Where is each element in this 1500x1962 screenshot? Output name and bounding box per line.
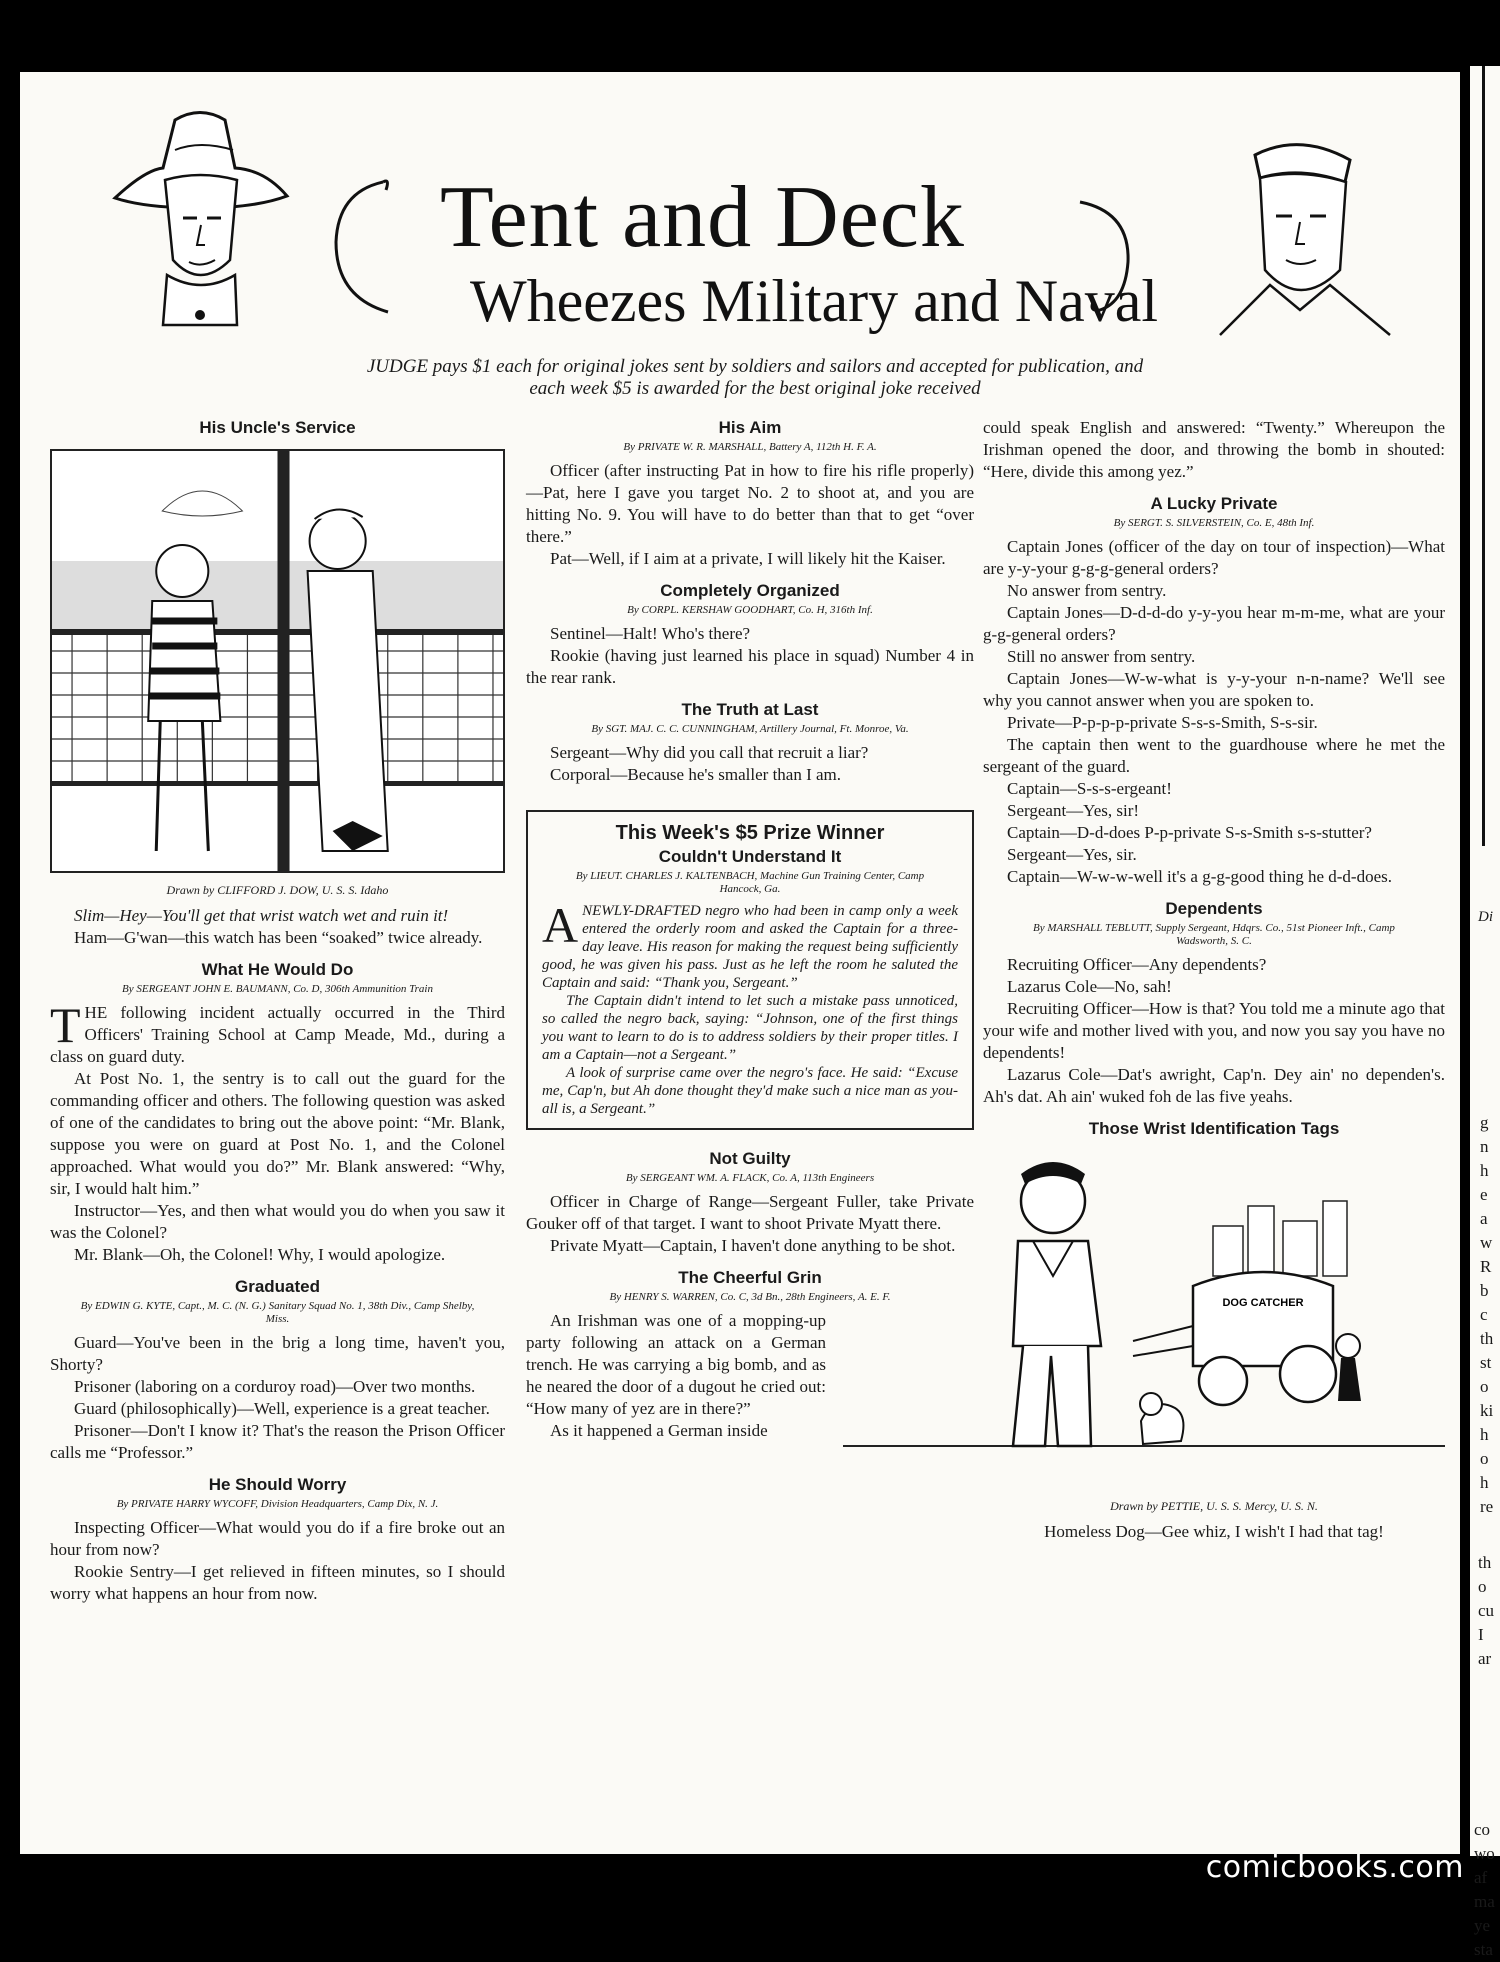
graduated-p1: Guard—You've been in the brig a long time, haven't you, Shorty? xyxy=(50,1333,505,1374)
lucky-p1: Captain Jones (officer of the day on tour of inspection)—What are y-y-your g-g-g-general orders? xyxy=(983,537,1445,578)
adjacent-letter: ye xyxy=(1474,1916,1491,1935)
column-1 xyxy=(50,417,505,1605)
adjacent-letter: b xyxy=(1480,1281,1489,1300)
whatwould-p2: At Post No. 1, the sentry is to call out the guard for the commanding officer and others. The following question was asked of one of the candidates to bring out the above point: “Mr. Blank, suppose you were on guard at Post No. 1, and the Colonel approached. What would you do?” Mr. Blank answered: “Why, sir, I would halt him.” xyxy=(50,1069,505,1198)
dep-byline: By MARSHALL TEBLUTT, Supply Sergeant, Hdqrs. Co., 51st Pioneer Inft., Camp Wadsworth, S. C. xyxy=(1033,922,1395,947)
whatwould-p4: Mr. Blank—Oh, the Colonel! Why, I would apologize. xyxy=(74,1245,446,1264)
column-3 xyxy=(983,417,1445,1543)
truth-p2: Corporal—Because he's smaller than I am. xyxy=(550,765,842,784)
adjacent-letter: w xyxy=(1480,1233,1493,1252)
whatwould-p1 xyxy=(50,997,505,1068)
prize-box xyxy=(526,810,974,1130)
graduated-byline: By EDWIN G. KYTE, Capt., M. C. (N. G.) Sanitary Squad No. 1, 38th Div., Camp Shelby, Miss. xyxy=(80,1300,475,1325)
intro-text: JUDGE pays $1 each for original jokes sent by soldiers and sailors and accepted for publication, and each week $5 is awarded for the best original joke received xyxy=(366,356,1144,399)
adjacent-letter: R xyxy=(1480,1257,1492,1276)
adjacent-letter: st xyxy=(1480,1353,1492,1372)
graduated-p4: Prisoner—Don't I know it? That's the reason the Prison Officer calls me “Professor.” xyxy=(50,1421,505,1462)
adjacent-text-fragment-3 xyxy=(1474,1818,1495,1962)
prize-p1 xyxy=(542,897,958,992)
grin-p1: An Irishman was one of a mopping-up party following an attack on a German trench. He was carrying a big bomb, and as he neared the door of a dugout he cried out: “How many of yez are in there?” xyxy=(526,1311,826,1418)
tags-line: Homeless Dog—Gee whiz, I wish't I had that tag! xyxy=(1044,1522,1384,1541)
grin-title: The Cheerful Grin xyxy=(678,1268,822,1287)
dep-p3: Recruiting Officer—How is that? You told me a minute ago that your wife and mother lived with you, and now you say you have no dependents! xyxy=(983,999,1445,1062)
aim-byline: By PRIVATE W. R. MARSHALL, Battery A, 112th H. F. A. xyxy=(623,441,877,453)
lucky-p7: The captain then went to the guardhouse where he met the sergeant of the guard. xyxy=(983,735,1445,776)
soldier-portrait-illustration xyxy=(105,100,295,335)
watermark: comicbooks.com xyxy=(1205,1850,1464,1885)
adjacent-letter: re xyxy=(1480,1497,1494,1516)
whatwould-p3: Instructor—Yes, and then what would you do when you saw it was the Colonel? xyxy=(50,1201,505,1242)
title-flourish-left xyxy=(328,172,398,322)
lucky-p9: Sergeant—Yes, sir! xyxy=(1007,801,1140,820)
adjacent-letter: e xyxy=(1480,1185,1488,1204)
adjacent-letter: ma xyxy=(1474,1892,1495,1911)
truth-byline: By SGT. MAJ. C. C. CUNNINGHAM, Artillery Journal, Ft. Monroe, Va. xyxy=(591,723,909,735)
lucky-p10: Captain—D-d-does P-p-private S-s-Smith s-s-stutter? xyxy=(1007,823,1372,842)
adjacent-letter: af xyxy=(1474,1868,1488,1887)
lucky-byline: By SERGT. S. SILVERSTEIN, Co. E, 48th Inf. xyxy=(1113,517,1315,529)
guilty-byline: By SERGEANT WM. A. FLACK, Co. A, 113th Engineers xyxy=(625,1172,875,1184)
lucky-p3: Captain Jones—D-d-d-do y-y-you hear m-m-me, what are your g-g-general orders? xyxy=(983,603,1445,644)
adjacent-letter: co xyxy=(1474,1820,1491,1839)
lucky-title: A Lucky Private xyxy=(1150,494,1278,513)
prize-dropcap: A xyxy=(542,897,579,953)
tags-cartoon-drawing xyxy=(983,1146,1445,1491)
adjacent-letter: th xyxy=(1480,1329,1494,1348)
lucky-p12: Captain—W-w-w-well it's a g-g-good thing he d-d-does. xyxy=(1007,867,1393,886)
adjacent-letter: h xyxy=(1480,1425,1489,1444)
adjacent-letter: o xyxy=(1478,1577,1487,1596)
uncle-cartoon xyxy=(50,449,505,873)
cont-p1: could speak English and answered: “Twenty.” Whereupon the Irishman opened the door, and throwing the bomb in shouted: “Here, divide this among yez.” xyxy=(983,418,1445,481)
column-2 xyxy=(526,417,974,1442)
adjacent-letter: a xyxy=(1480,1209,1488,1228)
adjacent-caption-fragment: Di xyxy=(1478,909,1493,925)
adjacent-letter: h xyxy=(1480,1161,1489,1180)
organized-p2: Rookie (having just learned his place in squad) Number 4 in the rear rank. xyxy=(526,646,974,687)
dep-title: Dependents xyxy=(1165,899,1263,918)
uncle-line-2: Ham—G'wan—this watch has been “soaked” twice already. xyxy=(74,928,483,947)
adjacent-letter: h xyxy=(1480,1473,1489,1492)
lucky-p8: Captain—S-s-s-ergeant! xyxy=(1007,779,1172,798)
uncle-caption: Drawn by CLIFFORD J. DOW, U. S. S. Idaho xyxy=(166,883,389,897)
prize-title: Couldn't Understand It xyxy=(658,847,842,866)
adjacent-letter: g xyxy=(1480,1113,1489,1132)
aim-p2: Pat—Well, if I aim at a private, I will likely hit the Kaiser. xyxy=(550,549,946,568)
whatwould-p1-text: HE following incident actually occurred in the Third Officers' Training School at Camp Meade, Md., during a class on guard duty. xyxy=(50,1003,505,1066)
adjacent-text-fragment-1 xyxy=(1480,1111,1493,1519)
whatwould-dropcap: T xyxy=(50,997,81,1053)
grin-byline: By HENRY S. WARREN, Co. C, 3d Bn., 28th Engineers, A. E. F. xyxy=(609,1291,891,1303)
whatwould-title: What He Would Do xyxy=(201,960,354,979)
dep-p1: Recruiting Officer—Any dependents? xyxy=(1007,955,1267,974)
truth-title: The Truth at Last xyxy=(681,700,819,719)
lucky-p4: Still no answer from sentry. xyxy=(1007,647,1196,666)
lucky-p6: Private—P-p-p-p-private S-s-s-Smith, S-s-sir. xyxy=(1007,713,1318,732)
lucky-p5: Captain Jones—W-w-what is y-y-your n-n-name? We'll see why you cannot answer when you are spoken to. xyxy=(983,669,1445,710)
adjacent-letter: th xyxy=(1478,1553,1492,1572)
truth-p1: Sergeant—Why did you call that recruit a liar? xyxy=(550,743,869,762)
worry-byline: By PRIVATE HARRY WYCOFF, Division Headquarters, Camp Dix, N. J. xyxy=(116,1498,439,1510)
prize-header: This Week's $5 Prize Winner xyxy=(615,822,885,844)
prize-p2: The Captain didn't intend to let such a mistake pass unnoticed, so called the negro back, saying: “Johnson, one of the first things you want to learn to do is to address soldiers by their proper titles. I am a Captain—not a Sergeant.” xyxy=(542,993,958,1063)
organized-title: Completely Organized xyxy=(660,581,840,600)
organized-p1: Sentinel—Halt! Who's there? xyxy=(550,624,751,643)
guilty-title: Not Guilty xyxy=(709,1149,791,1168)
uncle-line-1: Slim—Hey—You'll get that wrist watch wet and ruin it! xyxy=(74,906,449,925)
adjacent-letter: I xyxy=(1478,1625,1484,1644)
dep-p2: Lazarus Cole—No, sah! xyxy=(1007,977,1172,996)
grin-body xyxy=(526,1310,826,1442)
prize-byline: By LIEUT. CHARLES J. KALTENBACH, Machine Gun Training Center, Camp Hancock, Ga. xyxy=(575,870,925,895)
wagon-sign: DOG CATCHER xyxy=(1222,1297,1304,1309)
sailor-portrait-illustration xyxy=(1200,120,1410,345)
adjacent-frame-line xyxy=(1482,66,1485,846)
graduated-p3: Guard (philosophically)—Well, experience is a great teacher. xyxy=(74,1399,490,1418)
uncle-title: His Uncle's Service xyxy=(199,418,356,437)
guilty-p2: Private Myatt—Captain, I haven't done anything to be shot. xyxy=(550,1236,956,1255)
tags-cartoon xyxy=(983,1146,1445,1491)
whatwould-byline: By SERGEANT JOHN E. BAUMANN, Co. D, 306th Ammunition Train xyxy=(122,983,433,995)
adjacent-letter: cu xyxy=(1478,1601,1495,1620)
lucky-p2: No answer from sentry. xyxy=(1007,581,1167,600)
adjacent-letter: wo xyxy=(1474,1844,1495,1863)
worry-p1: Inspecting Officer—What would you do if a fire broke out an hour from now? xyxy=(50,1518,505,1559)
worry-title: He Should Worry xyxy=(208,1475,347,1494)
aim-p1: Officer (after instructing Pat in how to fire his rifle properly)—Pat, here I gave you target No. 2 to shoot at, and you are hitting No. 9. You will have to do better than that to get “over there.” xyxy=(526,461,974,546)
tags-caption: Drawn by PETTIE, U. S. S. Mercy, U. S. N. xyxy=(1110,1499,1318,1513)
title-flourish-right xyxy=(1070,192,1140,322)
adjacent-letter: o xyxy=(1480,1449,1489,1468)
uncle-cartoon-drawing xyxy=(52,451,503,871)
adjacent-page-edge xyxy=(1470,66,1500,1959)
lucky-p11: Sergeant—Yes, sir. xyxy=(1007,845,1137,864)
adjacent-letter: ki xyxy=(1480,1401,1494,1420)
adjacent-letter: sta xyxy=(1474,1940,1493,1959)
graduated-title: Graduated xyxy=(234,1277,321,1296)
dep-p4: Lazarus Cole—Dat's awright, Cap'n. Dey ain' no dependen's. Ah's dat. Ah ain' wuked foh de las five yeahs. xyxy=(983,1065,1445,1106)
worry-p2: Rookie Sentry—I get relieved in fifteen minutes, so I should worry what happens an hour from now. xyxy=(50,1562,505,1603)
tags-title: Those Wrist Identification Tags xyxy=(1088,1119,1340,1138)
prize-p3: A look of surprise came over the negro's face. He said: “Excuse me, Cap'n, but Ah done thought they'd make such a nice man as you-all is, a Sergeant.” xyxy=(542,1065,958,1117)
masthead-subtitle: Wheezes Military and Naval xyxy=(470,268,1159,334)
magazine-page xyxy=(20,72,1460,1854)
adjacent-letter: c xyxy=(1480,1305,1488,1324)
guilty-p1: Officer in Charge of Range—Sergeant Fuller, take Private Gouker off of that target. I want to shoot Private Myatt there. xyxy=(526,1192,974,1233)
adjacent-letter: o xyxy=(1480,1377,1489,1396)
aim-title: His Aim xyxy=(718,418,782,437)
adjacent-letter: n xyxy=(1480,1137,1489,1156)
prize-p1-text: NEWLY-DRAFTED negro who had been in camp only a week entered the orderly room and asked the Captain for a three-day leave. His reason for making the request being sufficiently good, he was given his pass. Just as he left the room he saluted the Captain and said: “Thank you, Sergeant.” xyxy=(542,903,958,991)
grin-p2: As it happened a German inside xyxy=(550,1421,768,1440)
adjacent-letter: ar xyxy=(1478,1649,1492,1668)
organized-byline: By CORPL. KERSHAW GOODHART, Co. H, 316th Inf. xyxy=(627,604,873,616)
adjacent-text-fragment-2 xyxy=(1478,1551,1494,1671)
graduated-p2: Prisoner (laboring on a corduroy road)—Over two months. xyxy=(74,1377,476,1396)
masthead-title: Tent and Deck xyxy=(440,169,965,266)
